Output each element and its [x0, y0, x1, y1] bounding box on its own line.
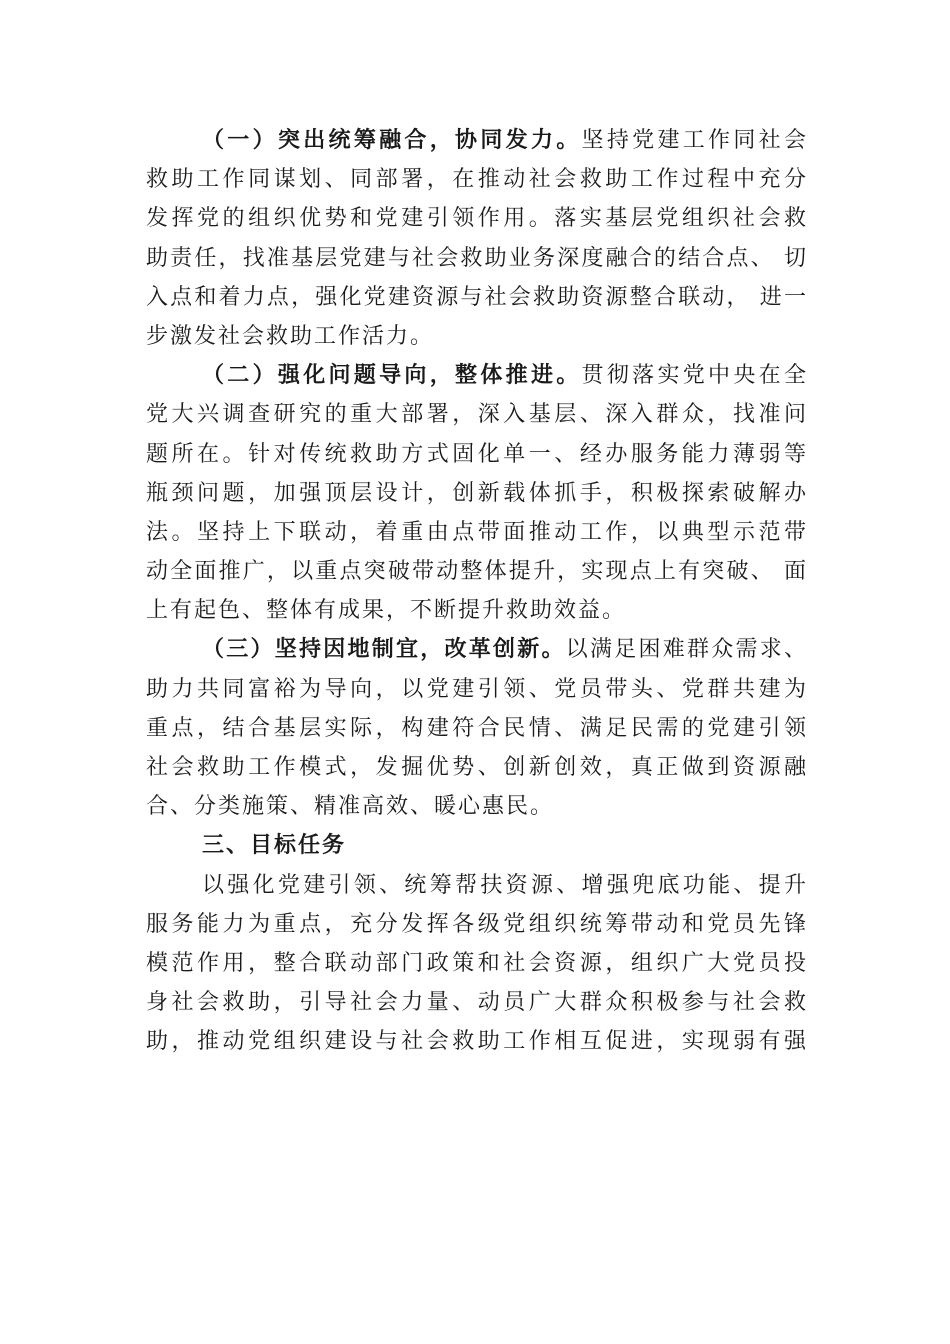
paragraph-local-adaptation [146, 630, 808, 826]
text-line: 法。坚持上下联动，着重由点带面推动工作，以典型示范带 [146, 519, 808, 545]
text-line: 题所在。针对传统救助方式固化单一、经办服务能力薄弱等 [146, 441, 808, 467]
text-line: 助力共同富裕为导向，以党建引领、党员带头、党群共建为 [146, 676, 808, 702]
text-line: 身社会救助，引导社会力量、动员广大群众积极参与社会救 [146, 990, 808, 1016]
text-line: 模范作用，整合联动部门政策和社会资源，组织广大党员投 [146, 950, 808, 976]
text-line: （二）强化问题导向，整体推进。贯彻落实党中央在全 [202, 362, 808, 389]
text-line: 合、分类施策、精准高效、暖心惠民。 [146, 794, 555, 820]
text-line: （三）坚持因地制宜，改革创新。以满足困难群众需求、 [202, 636, 808, 663]
text-line: 重点，结合基层实际，构建符合民情、满足民需的党建引领 [146, 715, 808, 741]
text-line: 动全面推广，以重点突破带动整体提升，实现点上有突破、 面 [146, 559, 808, 585]
paragraph-problem-oriented [146, 356, 808, 630]
text-line: 党大兴调查研究的重大部署，深入基层、深入群众，找准问 [146, 402, 808, 428]
text-line: 助责任，找准基层党建与社会救助业务深度融合的结合点、 切 [146, 245, 808, 271]
section-lead: （三）坚持因地制宜，改革创新。 [202, 636, 566, 663]
section-heading: 三、目标任务 [202, 833, 347, 859]
text-line: 助，推动党组织建设与社会救助工作相互促进，实现弱有强 [146, 1029, 808, 1055]
text-line: （一）突出统筹融合，协同发力。坚持党建工作同社会 [202, 127, 808, 153]
text-line: 社会救助工作模式，发掘优势、创新创效，真正做到资源融 [146, 755, 808, 780]
text-line: 上有起色、整体有成果，不断提升救助效益。 [146, 598, 627, 624]
text-line: 救助工作同谋划、同部署，在推动社会救助工作过程中充分 [146, 167, 808, 193]
text-line: 入点和着力点，强化党建资源与社会救助资源整合联动， 进一 [146, 284, 808, 310]
text-line: 瓶颈问题，加强顶层设计，创新载体抓手，积极探索破解办 [146, 480, 808, 506]
text-line: 以强化党建引领、统筹帮扶资源、增强兜底功能、提升 [202, 872, 808, 898]
section-lead: （二）强化问题导向，整体推进。 [202, 362, 582, 389]
paragraph-coordination [146, 121, 808, 356]
paragraph-goals [146, 866, 808, 1062]
document-page [146, 121, 808, 1062]
text-line: 步激发社会救助工作活力。 [146, 323, 435, 349]
text-line: 服务能力为重点，充分发挥各级党组织统筹带动和党员先锋 [146, 911, 808, 937]
section-lead: （一）突出统筹融合，协同发力。 [202, 127, 582, 153]
text-line: 发挥党的组织优势和党建引领作用。落实基层党组织社会救 [146, 206, 808, 232]
